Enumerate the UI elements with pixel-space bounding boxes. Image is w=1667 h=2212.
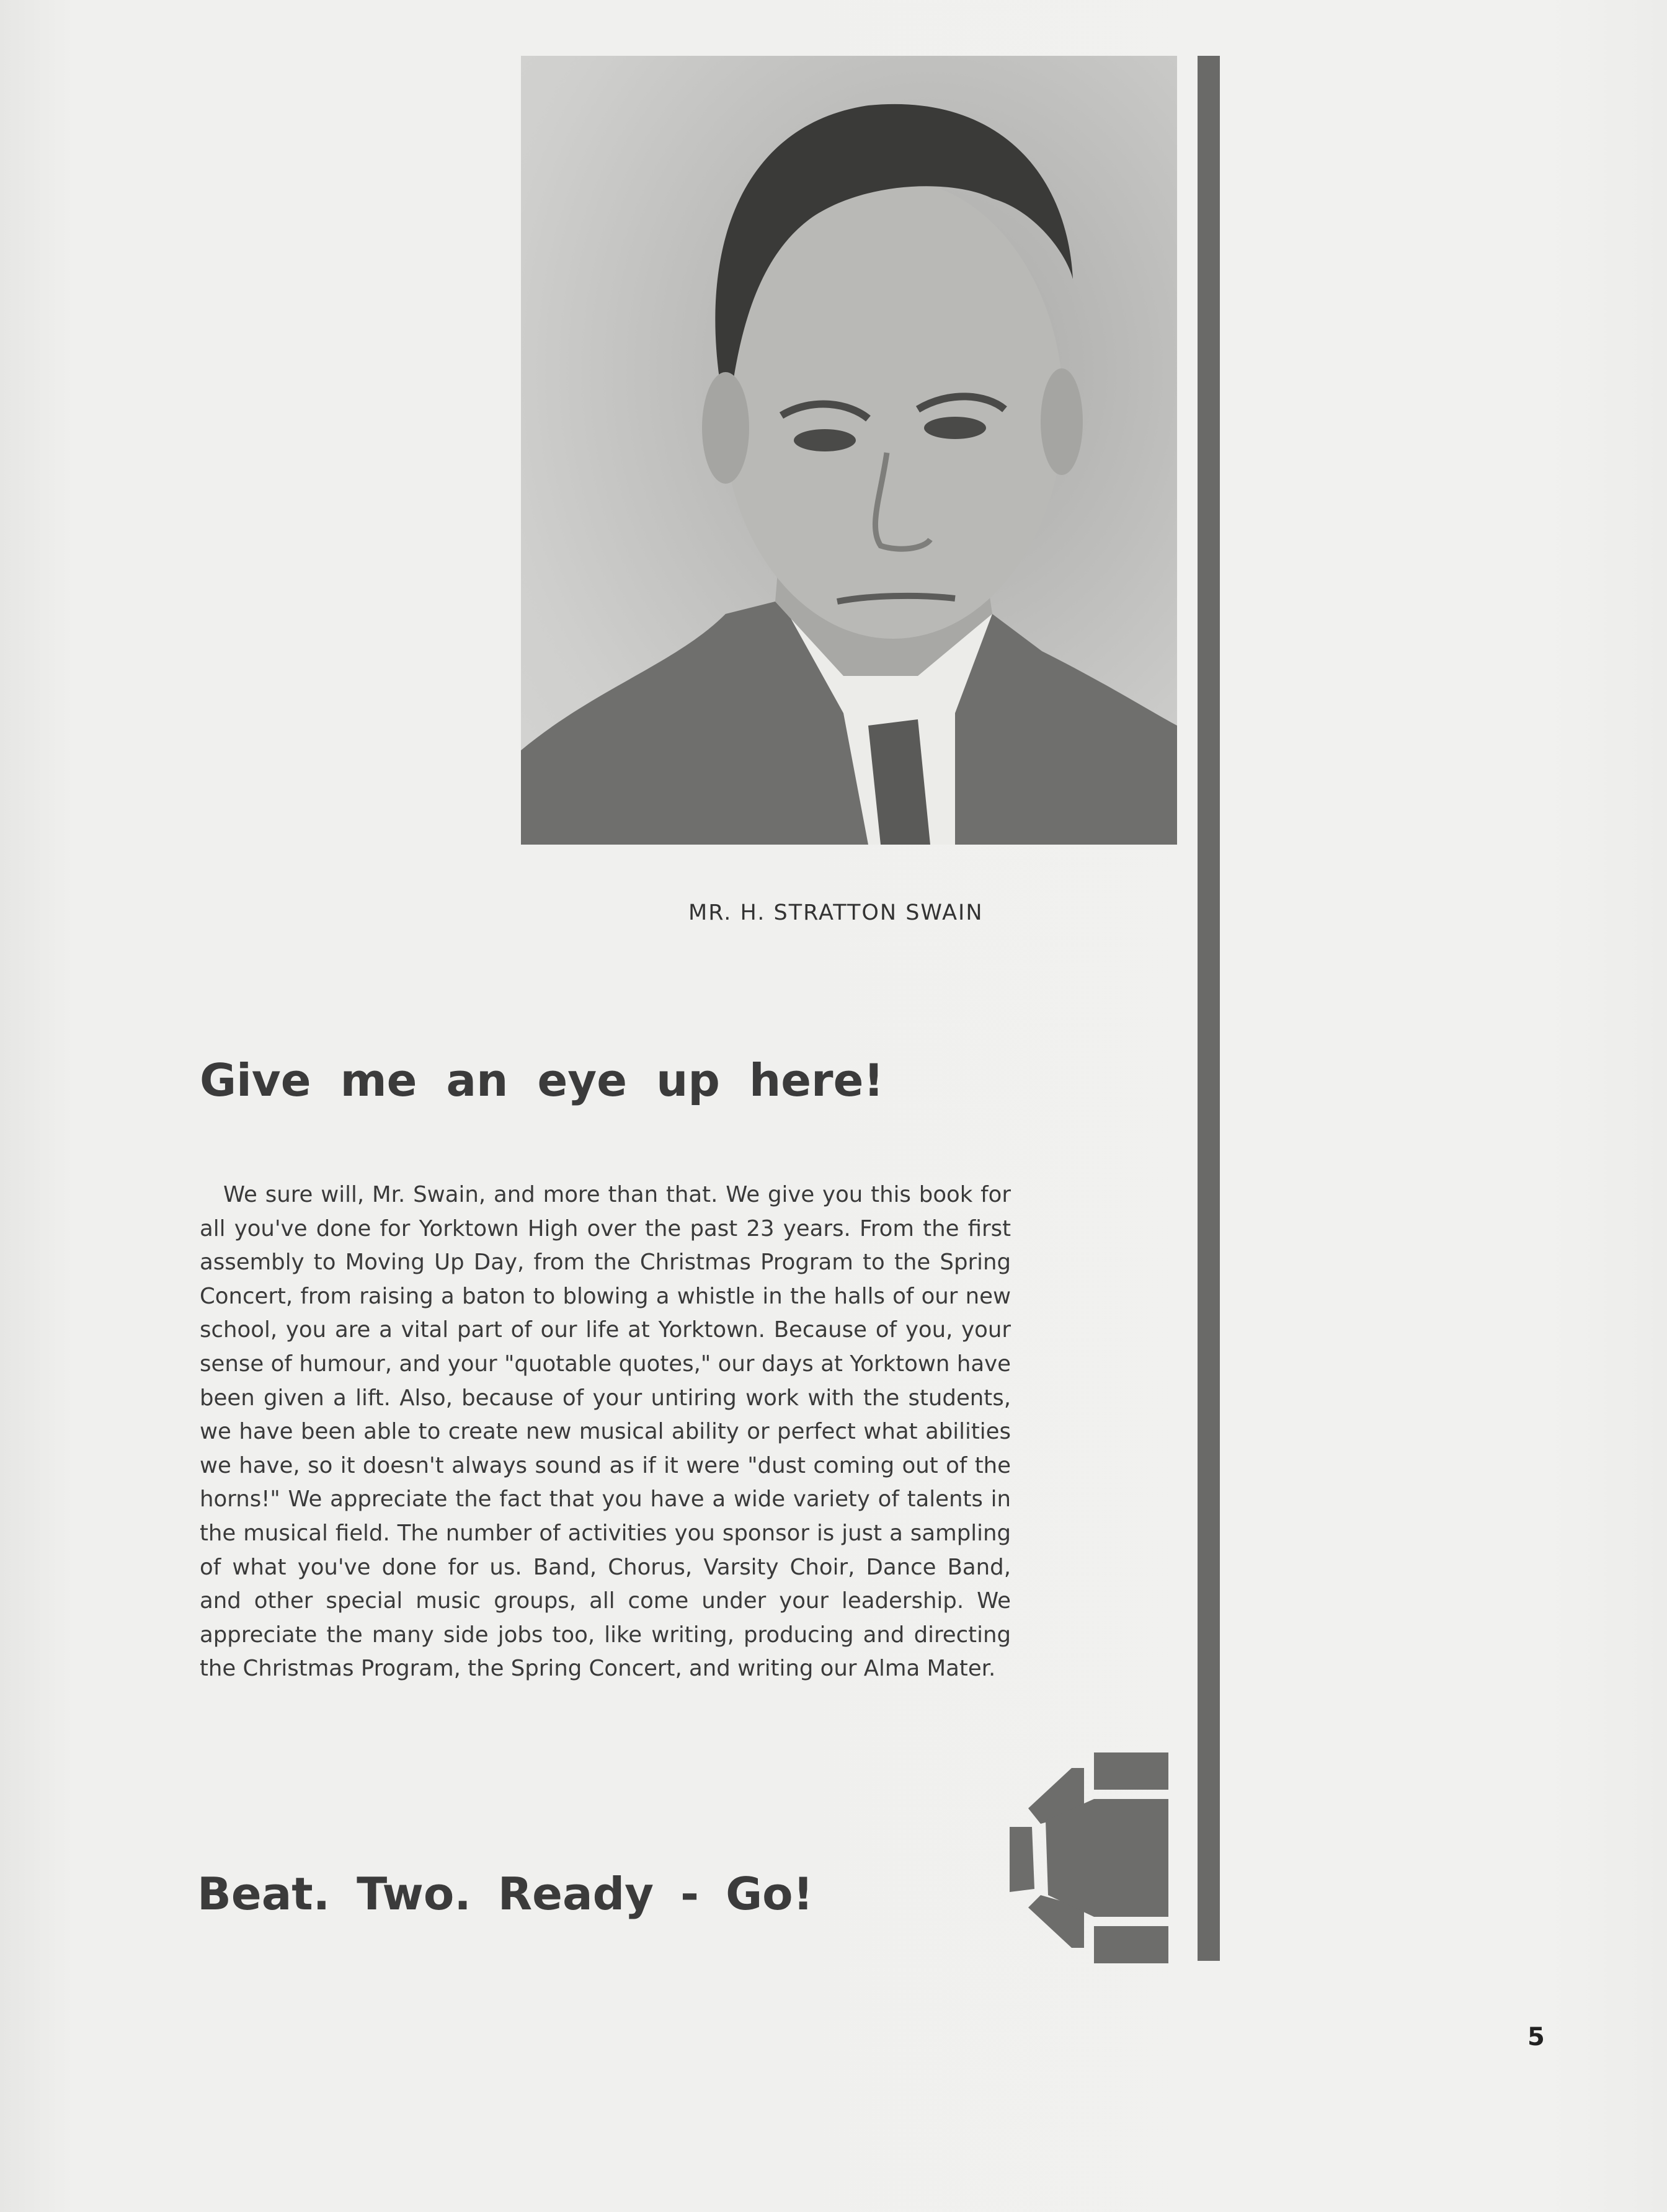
closing-line: Beat. Two. Ready - Go! <box>197 1868 814 1920</box>
tribute-paragraph: We sure will, Mr. Swain, and more than that. We give you this book for all you've done for Yorktown High over the past 23 years. From the first assembly to Moving Up Day, from the Christmas Program to the Spring Concert, from raising a baton to blowing a whistle in the halls of our new school, you are a vital part of our life at Yorktown. Because of you, your sense of humour, and your "quotable quotes," our days at Yorktown have been given a lift. Also, because of your untiring work with the students, we have been able to create new musical ability or perfect what abilities we have, so it doesn't always sound as if it were "dust coming out of the horns!" We appreciate the fact that you have a wide variety of talents in the musical field. The number of activities you sponsor is just a sampling of what you've done for us. Band, Chorus, Varsity Choir, Dance Band, and other special music groups, all come under your leadership. We appreciate the many side jobs too, like writing, producing and directing the Christmas Program, the Spring Concert, and writing our Alma Mater. <box>200 1182 1011 1682</box>
accent-bar <box>1198 56 1220 1961</box>
photo-caption: MR. H. STRATTON SWAIN <box>688 900 984 925</box>
portrait-image <box>521 56 1177 845</box>
octagon-emblem-icon <box>1010 1752 1168 1963</box>
page-number: 5 <box>1527 2023 1545 2051</box>
portrait-photo <box>521 56 1177 845</box>
page-heading: Give me an eye up here! <box>200 1054 884 1106</box>
